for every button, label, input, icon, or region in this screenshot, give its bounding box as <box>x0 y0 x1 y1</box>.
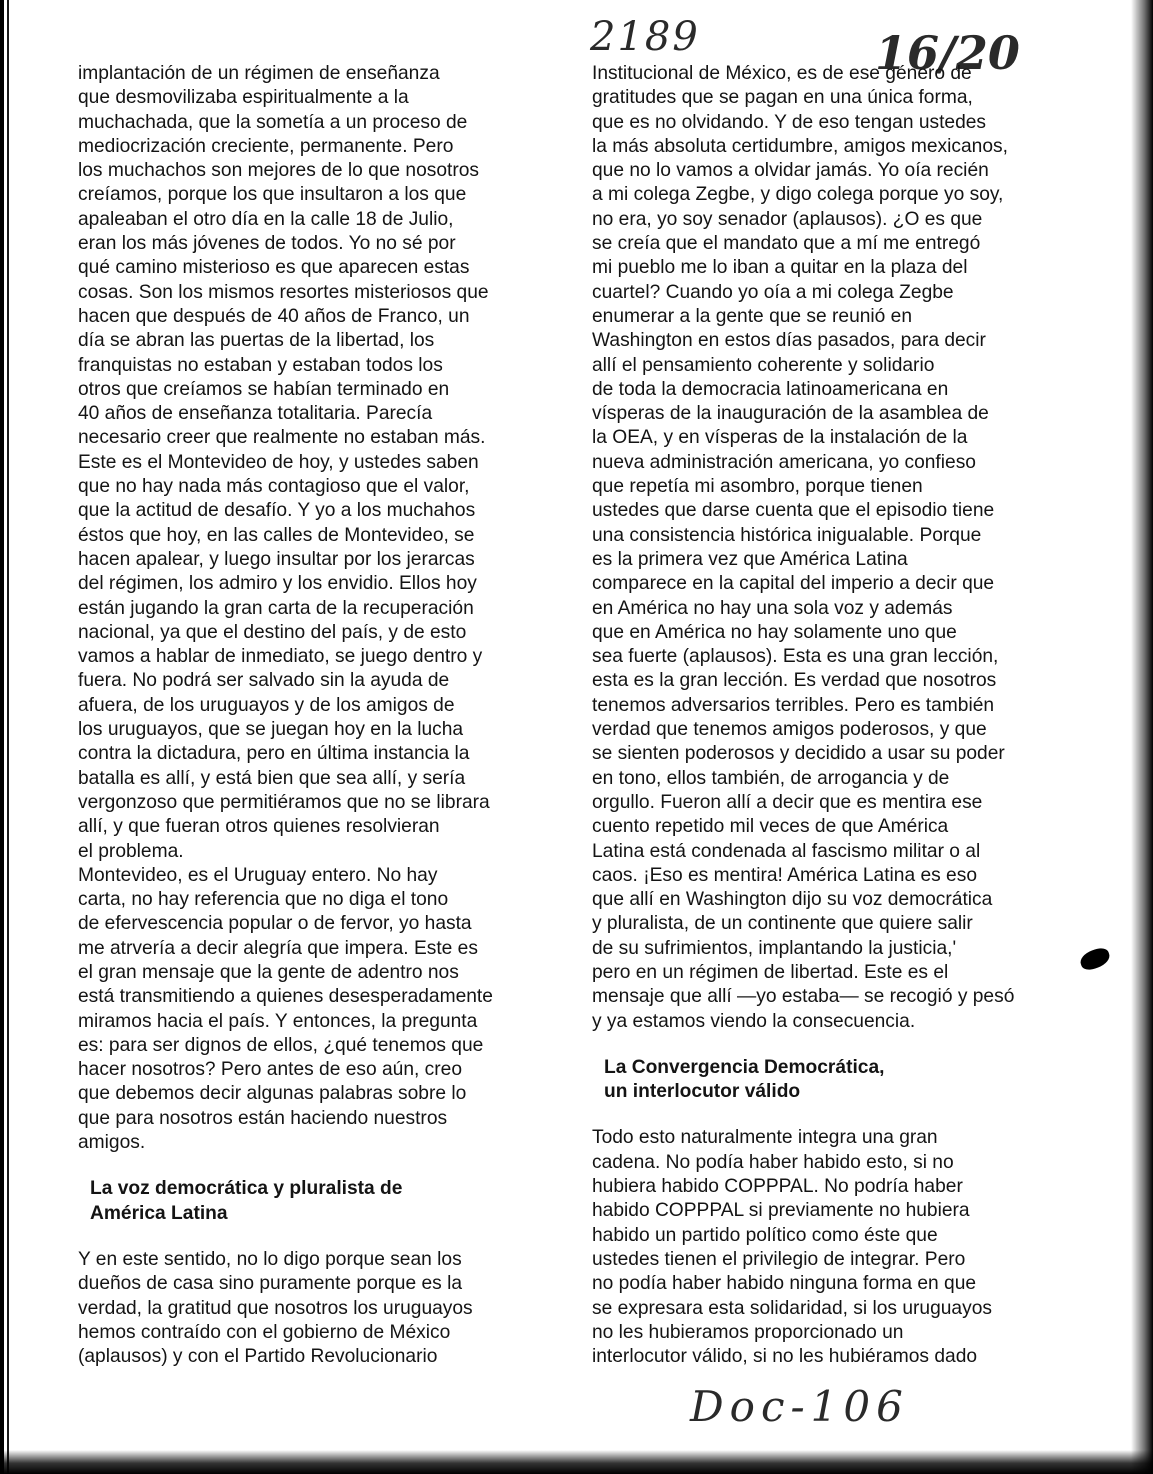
text-line: se sienten poderosos y decidido a usar su poder <box>592 743 1005 765</box>
text-line: nacional, ya que el destino del país, y de esto <box>78 621 467 643</box>
text-line: no era, yo soy senador (aplausos). ¿O es que <box>592 208 983 230</box>
text-line: me atrvería a decir alegría que impera. Este es <box>78 937 478 959</box>
text-line: de toda la democracia latinoamericana en <box>592 378 949 400</box>
text-line: es la primera vez que América Latina <box>592 548 908 570</box>
text-line: Todo esto naturalmente integra una gran <box>592 1127 938 1149</box>
ink-blot <box>1078 945 1112 972</box>
text-line: Este es el Montevideo de hoy, y ustedes saben <box>78 451 479 473</box>
text-line: y ya estamos viendo la consecuencia. <box>592 1010 916 1032</box>
text-line: el problema. <box>78 840 184 862</box>
text-line: el gran mensaje que la gente de adentro nos <box>78 961 459 983</box>
text-line: Latina está condenada al fascismo militar o al <box>592 840 981 862</box>
text-line: comparece en la capital del imperio a decir que <box>592 573 995 595</box>
paragraph-gap <box>592 1104 1054 1126</box>
text-line: no podía haber habido ninguna forma en que <box>592 1273 977 1295</box>
text-line: del régimen, los admiro y los envidio. Ellos hoy <box>78 573 477 595</box>
text-line: enumerar a la gente que se reunió en <box>592 305 913 327</box>
text-line: mediocrización creciente, permanente. Pero <box>78 135 454 157</box>
text-line: nueva administración americana, yo confieso <box>592 451 976 473</box>
text-line: eran los más jóvenes de todos. Yo no sé por <box>78 233 456 255</box>
text-line: mensaje que allí —yo estaba— se recogió y pesó <box>592 986 1015 1008</box>
text-line: ustedes que darse cuenta que el episodio tiene <box>592 500 995 522</box>
text-line: que la actitud de desafío. Y yo a los muchahos <box>78 500 476 522</box>
text-line: habido un partido político como éste que <box>592 1224 938 1246</box>
text-line: otros que creíamos se habían terminado en <box>78 378 450 400</box>
text-line: cuento repetido mil veces de que América <box>592 816 949 838</box>
text-line: que en América no hay solamente uno que <box>592 621 957 643</box>
text-line: la más absoluta certidumbre, amigos mexicanos, <box>592 135 1008 157</box>
text-line: de efervescencia popular o de fervor, yo hasta <box>78 913 472 935</box>
text-line: cuartel? Cuando yo oía a mi colega Zegbe <box>592 281 954 303</box>
text-line: Washington en estos días pasados, para decir <box>592 330 986 352</box>
text-line: verdad que tenemos amigos poderosos, y que <box>592 719 987 741</box>
text-line: está transmitiendo a quienes desesperadamente <box>78 986 493 1008</box>
text-line: Montevideo, es el Uruguay entero. No hay <box>78 864 438 886</box>
text-line: (aplausos) y con el Partido Revolucionario <box>78 1346 438 1368</box>
text-line: que allí en Washington dijo su voz democrática <box>592 889 993 911</box>
scan-edge-left-line <box>7 0 9 1474</box>
text-line: gratitudes que se pagan en una única forma, <box>592 87 973 109</box>
section-heading-line: La voz democrática y pluralista de <box>90 1178 403 1200</box>
text-line: habido COPPPAL si previamente no hubiera <box>592 1200 970 1222</box>
text-line: qué camino misterioso es que aparecen estas <box>78 257 470 279</box>
text-line: franquistas no estaban y estaban todos los <box>78 354 443 376</box>
section-heading-line: La Convergencia Democrática, <box>604 1056 885 1078</box>
text-line: hacer nosotros? Pero antes de eso aún, creo <box>78 1059 462 1081</box>
text-line: vamos a hablar de inmediato, se juego dentro y <box>78 646 483 668</box>
text-line: en América no hay una sola voz y además <box>592 597 953 619</box>
text-line: que debemos decir algunas palabras sobre lo <box>78 1083 467 1105</box>
text-line: que es no olvidando. Y de eso tengan ustedes <box>592 111 987 133</box>
scan-edge-right <box>1131 0 1153 1474</box>
section-heading-line: un interlocutor válido <box>604 1081 801 1103</box>
text-line: se expresara esta solidaridad, si los uruguayos <box>592 1297 992 1319</box>
text-line: muchachada, que la sometía a un proceso de <box>78 111 468 133</box>
text-line: hacen apalear, y luego insultar por los jerarcas <box>78 548 475 570</box>
text-line: que para nosotros están haciendo nuestros <box>78 1107 448 1129</box>
text-line: es: para ser dignos de ellos, ¿qué tenemos que <box>78 1034 484 1056</box>
text-line: están jugando la gran carta de la recuperación <box>78 597 474 619</box>
right-text-column <box>592 62 1054 1369</box>
text-line: hubiera habido COPPPAL. No podría haber <box>592 1176 963 1198</box>
text-line: cadena. No podía haber habido esto, si no <box>592 1151 954 1173</box>
text-line: carta, no hay referencia que no diga el tono <box>78 889 449 911</box>
text-line: amigos. <box>78 1132 146 1154</box>
text-line: cosas. Son los mismos resortes misteriosos que <box>78 281 489 303</box>
section-heading-line: América Latina <box>90 1202 228 1224</box>
text-line: una consistencia histórica inigualable. Porque <box>592 524 982 546</box>
text-line: verdad, la gratitud que nosotros los uruguayos <box>78 1297 473 1319</box>
text-line: pero en un régimen de libertad. Este es el <box>592 961 949 983</box>
text-line: 40 años de enseñanza totalitaria. Parecía <box>78 403 433 425</box>
text-line: no les hubieramos proporcionado un <box>592 1321 904 1343</box>
text-line: orgullo. Fueron allí a decir que es mentira ese <box>592 791 983 813</box>
text-line: que repetía mi asombro, porque tienen <box>592 476 923 498</box>
text-line: tenemos adversarios terribles. Pero es también <box>592 694 995 716</box>
text-line: vergonzoso que permitiéramos que no se librara <box>78 791 490 813</box>
text-line: caos. ¡Eso es mentira! América Latina es eso <box>592 864 977 886</box>
text-line: a mi colega Zegbe, y digo colega porque yo soy, <box>592 184 1004 206</box>
paragraph-gap <box>592 1034 1054 1056</box>
text-line: la OEA, y en vísperas de la instalación de la <box>592 427 968 449</box>
text-line: éstos que hoy, en las calles de Montevideo, se <box>78 524 475 546</box>
paragraph-gap <box>78 1226 540 1248</box>
text-line: afuera, de los uruguayos y de los amigos de <box>78 694 455 716</box>
text-line: Institucional de México, es de ese género de <box>592 63 972 84</box>
text-line: interlocutor válido, si no les hubiéramos dado <box>592 1346 978 1368</box>
text-line: y pluralista, de un continente que quiere salir <box>592 913 973 935</box>
text-line: dueños de casa sino puramente porque es la <box>78 1273 463 1295</box>
text-line: esta es la gran lección. Es verdad que nosotros <box>592 670 997 692</box>
text-line: que no lo vamos a olvidar jamás. Yo oía recién <box>592 160 989 182</box>
handwritten-doc-id: Doc-106 <box>690 1382 909 1431</box>
text-line: allí, y que fueran otros quienes resolvieran <box>78 816 440 838</box>
text-line: que no hay nada más contagioso que el valor, <box>78 476 470 498</box>
text-line: necesario creer que realmente no estaban más. <box>78 427 486 449</box>
text-line: los muchachos son mejores de lo que nosotros <box>78 160 480 182</box>
text-line: mi pueblo me lo iban a quitar en la plaza del <box>592 257 968 279</box>
text-line: creíamos, porque los que insultaron a los que <box>78 184 467 206</box>
text-line: día se abran las puertas de la libertad, los <box>78 330 435 352</box>
text-line: hemos contraído con el gobierno de México <box>78 1321 451 1343</box>
text-line: vísperas de la inauguración de la asamblea de <box>592 403 989 425</box>
text-line: se creía que el mandato que a mí me entregó <box>592 233 981 255</box>
text-line: sea fuerte (aplausos). Esta es una gran lección, <box>592 646 999 668</box>
handwritten-page-fraction: 16/20 <box>875 26 1020 80</box>
scan-edge-bottom <box>0 1450 1153 1474</box>
text-line: miramos hacia el país. Y entonces, la pregunta <box>78 1010 478 1032</box>
text-line: de su sufrimientos, implantando la justicia,' <box>592 937 957 959</box>
text-line: en tono, ellos también, de arrogancia y de <box>592 767 950 789</box>
left-text-column <box>78 62 540 1369</box>
text-line: que desmovilizaba espiritualmente a la <box>78 87 409 109</box>
text-line: allí el pensamiento coherente y solidario <box>592 354 935 376</box>
paragraph-gap <box>78 1155 540 1177</box>
text-line: los uruguayos, que se juegan hoy en la lucha <box>78 719 464 741</box>
text-line: implantación de un régimen de enseñanza <box>78 63 440 84</box>
text-line: batalla es allí, y está bien que sea allí, y sería <box>78 767 466 789</box>
text-line: fuera. No podrá ser salvado sin la ayuda de <box>78 670 450 692</box>
text-line: Y en este sentido, no lo digo porque sean los <box>78 1248 462 1270</box>
text-line: ustedes tienen el privilegio de integrar. Pero <box>592 1248 966 1270</box>
scan-edge-left <box>0 0 4 1474</box>
text-line: hacen que después de 40 años de Franco, un <box>78 305 470 327</box>
handwritten-number: 2189 <box>590 14 700 60</box>
text-line: contra la dictadura, pero en última instancia la <box>78 743 470 765</box>
text-line: apaleaban el otro día en la calle 18 de Julio, <box>78 208 454 230</box>
